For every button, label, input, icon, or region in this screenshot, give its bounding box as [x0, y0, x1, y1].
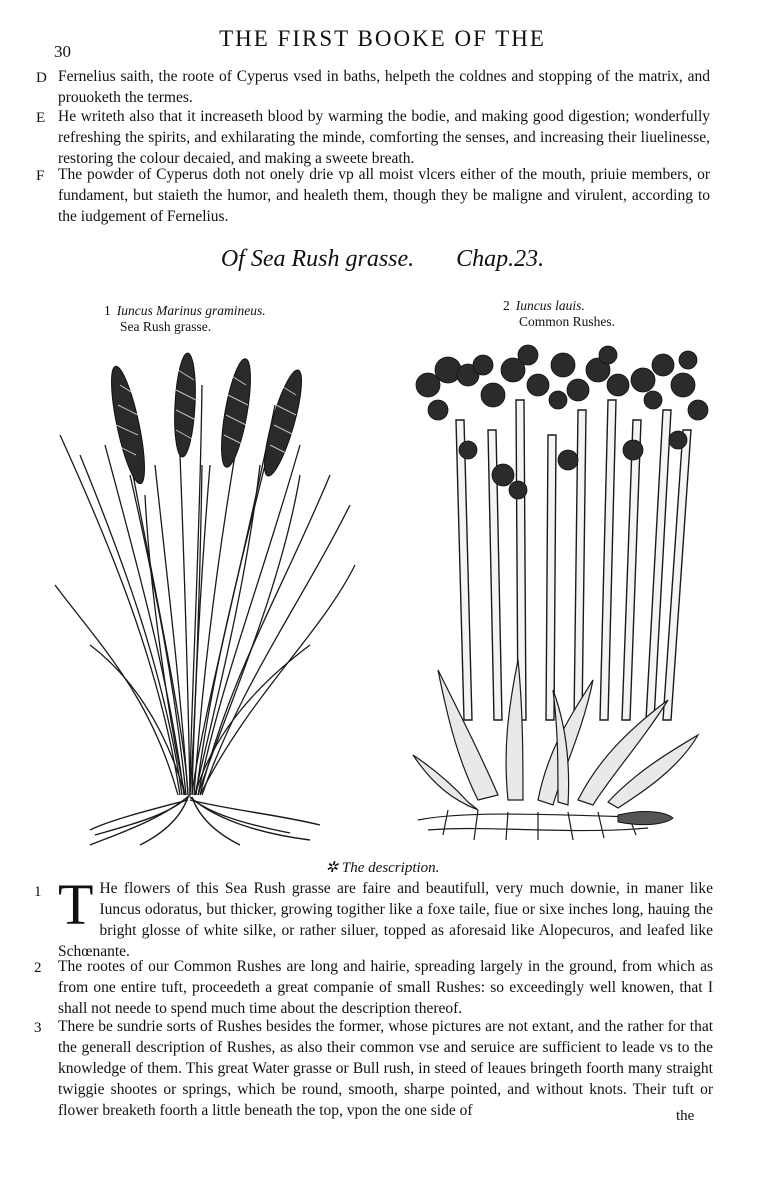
figure-1-latin-name: Iuncus Marinus gramineus. [116, 303, 266, 318]
star-icon: ✲ [325, 860, 342, 876]
chapter-title: Of Sea Rush grasse. [220, 246, 415, 272]
figure-2-number: 2 [503, 298, 510, 313]
description-paragraph-2: The rootes of our Common Rushes are long and hairie, spreading largely in the ground, from which as from one entire tuft, proceedeth a great companie of small Rushes: so exceedingly well knowen, that I shall not neede to spend much time about the description thereof. [58, 958, 713, 1017]
figure-1-english-name: Sea Rush grasse. [120, 319, 212, 334]
page-header [0, 26, 765, 61]
figure-1-caption [104, 303, 364, 335]
margin-letter-d: D [36, 70, 47, 86]
description-number-3: 3 [34, 1020, 42, 1036]
figure-2-latin-name: Iuncus lauis. [515, 298, 585, 313]
description-number-1: 1 [34, 884, 42, 900]
sea-rush-grass-illustration [50, 345, 370, 850]
page-number: 30 [54, 42, 71, 61]
catchword: the [676, 1108, 695, 1124]
paragraph-e: He writeth also that it increaseth blood by warming the bodie, and making good digestion; wonderfully refreshing the spirits, and exhilarating the minde, comforting the senses, and increasing their liuelinesse, restoring the colour decaied, and making a sweete breath. [58, 108, 710, 167]
description-heading: ✲ The description. [325, 860, 440, 876]
paragraph-f: The powder of Cyperus doth not onely drie vp all moist vlcers either of the mouth, priuie members, or fundament, but staieth the humor, and healeth them, though they be maligne and virulent, according to the iudgement of Fernelius. [58, 166, 710, 225]
margin-letter-e: E [36, 110, 46, 126]
description-paragraph-3: There be sundrie sorts of Rushes besides the former, whose pictures are not extant, and the rather for that the generall description of Rushes, as also their common vse and seruice are sufficient to leade vs to the knowledge of them. This great Water grasse or Bull rush, in steed of leaues bringeth foorth many straight twiggie shootes or springs, which be round, smooth, sharpe pointed, and without knots. Their tuft or flower breaketh foorth a little beneath the top, vpon the one side of [58, 1018, 713, 1119]
running-head: THE FIRST BOOKE OF THE [219, 26, 546, 51]
drop-cap: T [58, 872, 94, 937]
description-number-2: 2 [34, 960, 42, 976]
figure-1-number: 1 [104, 303, 111, 318]
margin-letter-f: F [36, 168, 45, 184]
figure-2-caption [503, 298, 743, 330]
paragraph-d: Fernelius saith, the roote of Cyperus vsed in baths, helpeth the coldnes and stopping of the matrix, and prouoketh the termes. [58, 68, 710, 106]
description-paragraph-1: T He flowers of this Sea Rush grasse are faire and beautifull, very much downie, in maner like Iuncus odoratus, but thicker, growing togither like a foxe taile, fiue or sixe inches long, hauing the bright glosse of white silke, or rather siluer, topped as aforesaid like Alopecuros, and leafed like Schœnante. [58, 872, 713, 960]
chapter-number: Chap.23. [456, 246, 545, 272]
chapter-heading [0, 246, 765, 273]
figure-2-english-name: Common Rushes. [519, 314, 616, 329]
common-rushes-illustration [408, 340, 718, 845]
